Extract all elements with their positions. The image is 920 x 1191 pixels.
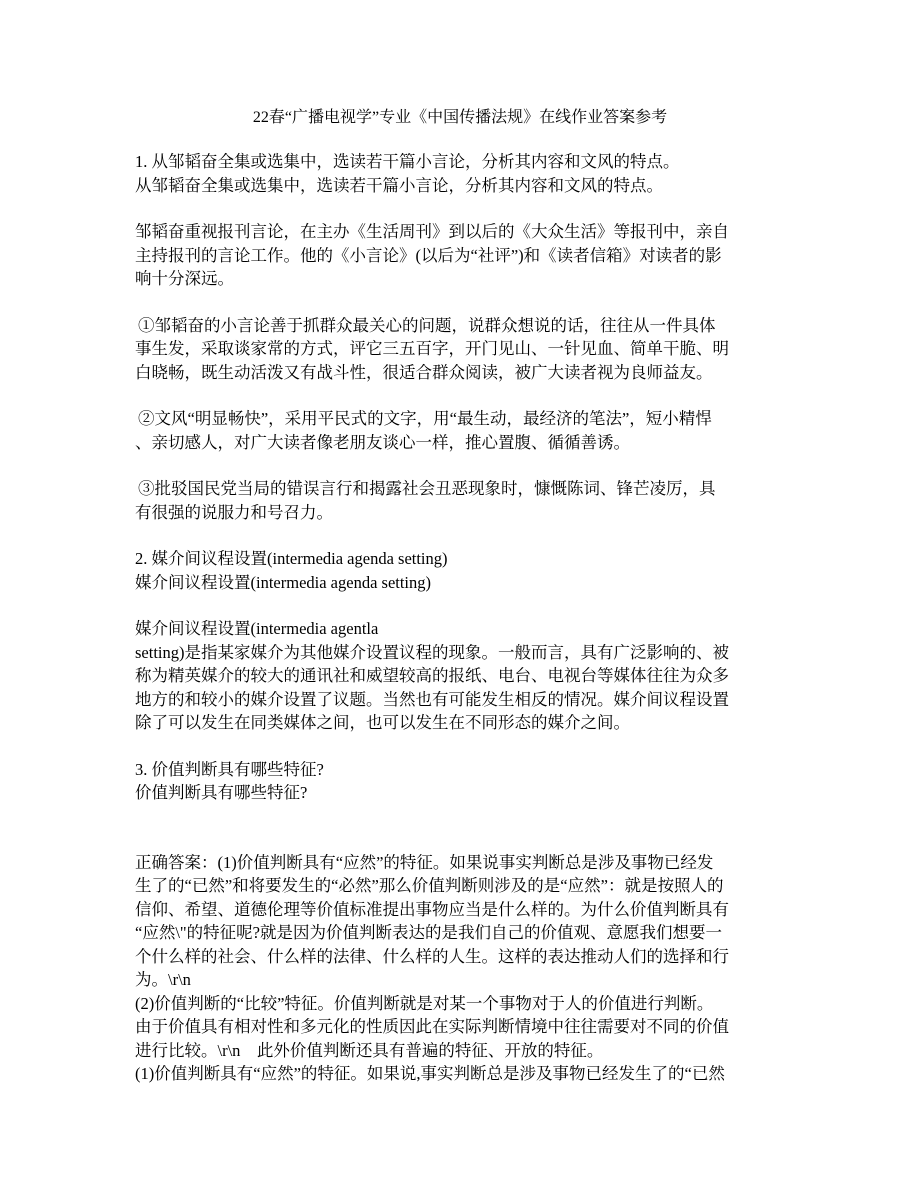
q3-answer-line: 生了的“已然”和将要发生的“必然”那么价值判断则涉及的是“应然”：就是按照人的: [135, 876, 724, 895]
q3-answer-line: 个什么样的社会、什么样的法律、什么样的人生。这样的表达推动人们的选择和行: [135, 946, 729, 966]
q3-answer-line: 信仰、希望、道德伦理等价值标准提出事物应当是什么样的。为什么价值判断具有: [135, 899, 729, 919]
q2-para-line: 地方的和较小的媒介设置了议题。当然也有可能发生相反的情况。媒介间议程设置: [135, 689, 729, 709]
q3-answer-line: (1)价值判断具有“应然”的特征。如果说,事实判断总是涉及事物已经发生了的“已然: [135, 1064, 725, 1083]
q1-point3-line: ③批驳国民党当局的错误言行和揭露社会丑恶现象时，慷慨陈词、锋芒凌厉，具: [138, 479, 716, 498]
q3-restate: 价值判断具有哪些特征?: [135, 783, 308, 802]
q3-answer-line: 进行比较。\r\n 此外价值判断还具有普遍的特征、开放的特征。: [135, 1040, 604, 1060]
q2-para-line: 媒介间议程设置(intermedia agentla: [135, 619, 379, 638]
q1-point3-line: 有很强的说服力和号召力。: [135, 502, 333, 522]
q3-answer-line: 为。\r\n: [135, 970, 191, 989]
q1-point1-line: ①邹韬奋的小言论善于抓群众最关心的问题，说群众想说的话，往往从一件具体: [138, 315, 716, 335]
q2-para-line: 称为精英媒介的较大的通讯社和威望较高的报纸、电台、电视台等媒体往往为众多: [135, 666, 729, 685]
q1-point1-line: 白晓畅，既生动活泼又有战斗性，很适合群众阅读，被广大读者视为良师益友。: [135, 362, 713, 382]
q3-heading: 3. 价值判断具有哪些特征?: [135, 759, 324, 779]
q3-answer-line: 由于价值具有相对性和多元化的性质因此在实际判断情境中往往需要对不同的价值: [135, 1017, 729, 1036]
q2-heading: 2. 媒介间议程设置(intermedia agenda setting): [135, 549, 448, 568]
q1-point2-line: ②文风“明显畅快”，采用平民式的文字，用“最生动，最经济的笔法”，短小精悍: [138, 409, 712, 428]
q1-restate: 从邹韬奋全集或选集中，选读若干篇小言论，分析其内容和文风的特点。: [135, 175, 663, 195]
q3-answer-line: (2)价值判断的“比较”特征。价值判断就是对某一个事物对于人的价值进行判断。: [135, 993, 714, 1013]
q1-point2-line: 、亲切感人，对广大读者像老朋友谈心一样，推心置腹、循循善诱。: [135, 432, 630, 452]
q2-para-line: 除了可以发生在同类媒体之间，也可以发生在不同形态的媒介之间。: [135, 713, 630, 732]
q1-para1-line: 响十分深远。: [135, 269, 234, 288]
q1-heading: 1. 从邹韬奋全集或选集中，选读若干篇小言论，分析其内容和文风的特点。: [135, 152, 680, 171]
document-title: 22春“广播电视学”专业《中国传播法规》在线作业答案参考: [252, 109, 668, 126]
q1-para1-line: 主持报刊的言论工作。他的《小言论》(以后为“社评”)和《读者信箱》对读者的影: [135, 245, 722, 265]
q1-point1-line: 事生发，采取谈家常的方式，评它三五百字，开门见山、一针见血、简单干脆、明: [135, 339, 729, 358]
document-body: [135, 150, 790, 1086]
q3-answer-line: 正确答案：(1)价值判断具有“应然”的特征。如果说事实判断总是涉及事物已经发: [135, 852, 714, 872]
q2-para-line: setting)是指某家媒介为其他媒介设置议程的现象。一般而言，具有广泛影响的、被: [135, 642, 729, 662]
q3-answer-line: “应然\"的特征呢?就是因为价值判断表达的是我们自己的价值观、意愿我们想要一: [135, 923, 722, 942]
q1-para1-line: 邹韬奋重视报刊言论，在主办《生活周刊》到以后的《大众生活》等报刊中，亲自: [135, 222, 729, 241]
q2-restate: 媒介间议程设置(intermedia agenda setting): [135, 572, 432, 592]
